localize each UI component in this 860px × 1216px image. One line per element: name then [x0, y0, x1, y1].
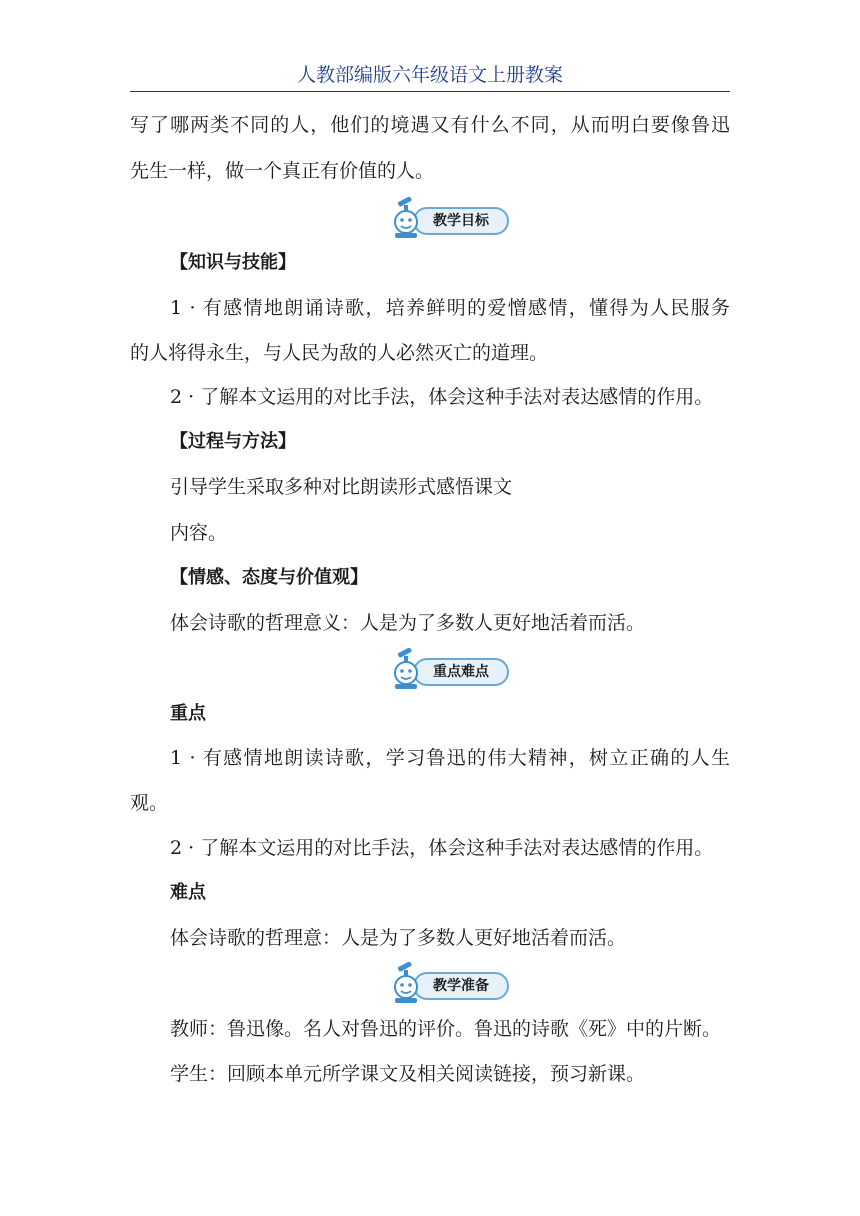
- heading-focus: 重点: [170, 703, 206, 724]
- page-header-title: 人教部编版六年级语文上册教案: [296, 64, 563, 86]
- mascot-icon: [395, 197, 417, 238]
- intro-line-2: 先生一样，做一个真正有价值的人。: [130, 160, 435, 182]
- heading-knowledge-skills: 【知识与技能】: [170, 252, 296, 273]
- heading-difficulty: 难点: [170, 882, 206, 903]
- preparation-student: 学生：回顾本单元所学课文及相关阅读链接，预习新课。: [170, 1063, 646, 1085]
- header-rule: [130, 91, 730, 92]
- section-badge-key-points: [386, 648, 510, 694]
- badge-label-preparation: 教学准备: [433, 978, 489, 994]
- emotion-text: 体会诗歌的哲理意义：人是为了多数人更好地活着而活。: [170, 612, 646, 634]
- preparation-teacher: 教师：鲁迅像。名人对鲁迅的评价。鲁迅的诗歌《死》中的片断。: [170, 1018, 722, 1040]
- focus-item-2: 2 · 了解本文运用的对比手法，体会这种手法对表达感情的作用。: [170, 837, 714, 859]
- heading-process-methods: 【过程与方法】: [170, 431, 296, 452]
- mascot-icon: [395, 648, 417, 689]
- section-badge-preparation: [386, 962, 510, 1008]
- objective-item-1-line-2: 的人将得永生，与人民为敌的人必然灭亡的道理。: [130, 342, 549, 364]
- focus-item-1-line-1: 1 · 有感情地朗读诗歌，学习鲁迅的伟大精神，树立正确的人生: [170, 747, 730, 769]
- objective-item-2: 2 · 了解本文运用的对比手法，体会这种手法对表达感情的作用。: [170, 386, 714, 408]
- process-line-1: 引导学生采取多种对比朗读形式感悟课文: [170, 476, 513, 498]
- mascot-icon: [395, 962, 417, 1003]
- badge-label-key-points: 重点难点: [433, 664, 489, 680]
- heading-emotion-values: 【情感、态度与价值观】: [170, 567, 368, 588]
- section-badge-objectives: [386, 197, 510, 243]
- process-line-2: 内容。: [170, 522, 228, 544]
- focus-item-1-line-2: 观。: [130, 792, 169, 814]
- badge-label-objectives: 教学目标: [433, 213, 489, 229]
- objective-item-1-line-1: 1 · 有感情地朗诵诗歌，培养鲜明的爱憎感情，懂得为人民服务: [170, 297, 730, 319]
- intro-line-1: 写了哪两类不同的人，他们的境遇又有什么不同，从而明白要像鲁迅: [130, 114, 730, 136]
- difficulty-text: 体会诗歌的哲理意：人是为了多数人更好地活着而活。: [170, 927, 627, 949]
